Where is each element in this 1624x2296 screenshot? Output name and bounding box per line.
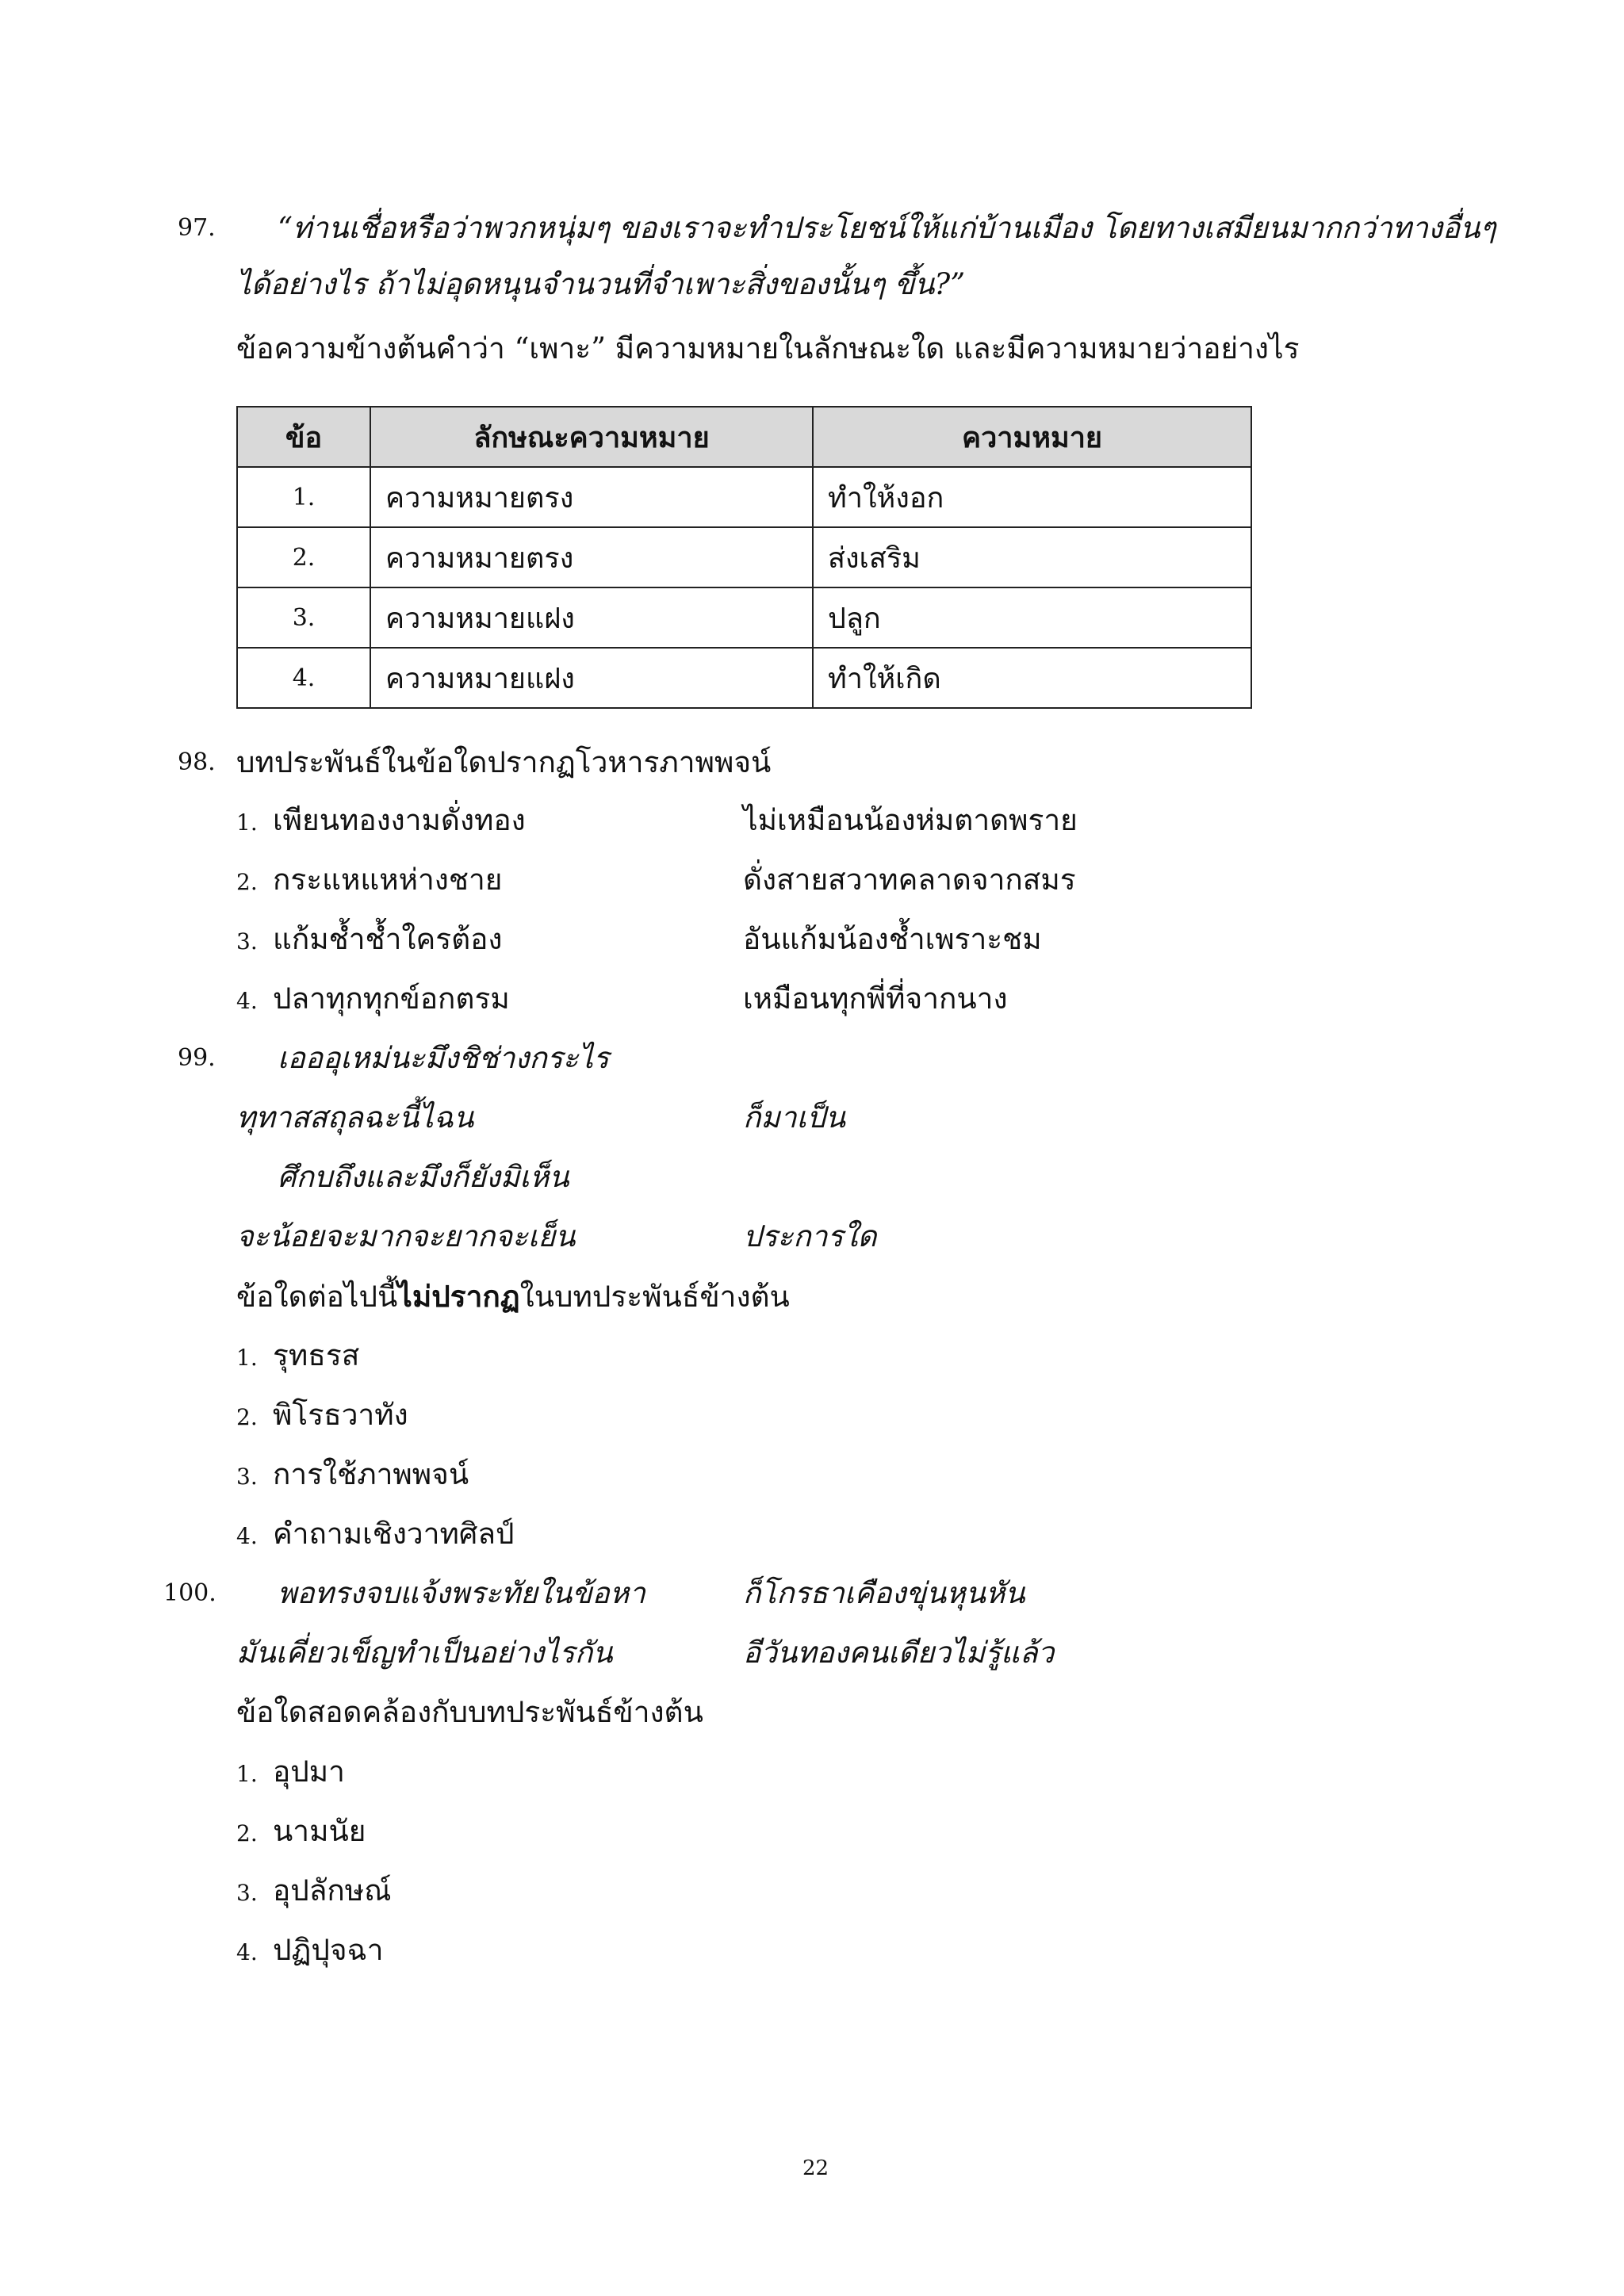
option-left-text: กระแหแหห่างชาย — [273, 863, 503, 897]
option-number: 4. — [236, 1523, 258, 1549]
option-left-text: เพียนทองงามดั่งทอง — [273, 803, 526, 837]
table-cell: ส่งเสริม — [813, 527, 1251, 587]
q99-number: 99. — [178, 1044, 216, 1072]
table-header-cell: ลักษณะความหมาย — [370, 407, 813, 467]
option-number: 2. — [236, 869, 258, 895]
q99-option-3 — [236, 1451, 469, 1501]
q99-verse-line3: ศึกบถึงและมึงก็ยังมิเห็น — [278, 1160, 569, 1194]
option-text: การใช้ภาพพจน์ — [273, 1457, 469, 1491]
q97-quote-line1: “ท่านเชื่อหรือว่าพวกหนุ่มๆ ของเราจะทำประโยชน์ให้แก่บ้านเมือง โดยทางเสมียนมากกว่าทางอื่นๆ — [278, 211, 1496, 245]
q100-verse-line2: มันเคี่ยวเข็ญทำเป็นอย่างไรกัน — [236, 1636, 613, 1670]
option-left-text: แก้มช้ำช้ำใครต้อง — [273, 922, 503, 956]
q100-option-4 — [236, 1927, 383, 1976]
q99-verse-line1: เอออุเหม่นะมึงชิช่างกระไร — [278, 1041, 610, 1075]
table-cell: ทำให้งอก — [813, 467, 1251, 527]
q98-option-3 — [236, 916, 502, 966]
table-row — [237, 587, 1251, 648]
q98-option-2-right: ดั่งสายสวาทคลาดจากสมร — [743, 863, 1076, 897]
q99-option-1 — [236, 1332, 359, 1382]
option-text: อุปลักษณ์ — [273, 1873, 392, 1908]
table-row — [237, 467, 1251, 527]
option-text: รุทธรส — [273, 1338, 360, 1372]
q99-question — [236, 1272, 790, 1321]
option-number: 1. — [236, 1761, 258, 1787]
option-number: 3. — [236, 1880, 258, 1906]
option-number: 4. — [236, 988, 258, 1014]
option-text: อุปมา — [273, 1755, 345, 1789]
option-number: 3. — [236, 928, 258, 955]
q98-question: บทประพันธ์ในข้อใดปรากฏโวหารภาพพจน์ — [236, 745, 772, 779]
q99-verse-line2-right: ก็มาเป็น — [743, 1100, 845, 1135]
q100-verse-line2-right: อีวันทองคนเดียวไม่รู้แล้ว — [743, 1636, 1055, 1670]
table-cell: ความหมายแฝง — [370, 587, 813, 648]
q100-option-3 — [236, 1867, 392, 1917]
question-emphasis: ไม่ปรากฏ — [397, 1279, 520, 1314]
q99-option-2 — [236, 1391, 408, 1441]
question-text: ในบทประพันธ์ข้างต้น — [519, 1280, 790, 1314]
q98-option-1 — [236, 797, 526, 847]
table-header-cell: ความหมาย — [813, 407, 1251, 467]
q97-table — [236, 406, 1252, 709]
page-number: 22 — [802, 2156, 829, 2180]
q98-option-2 — [236, 856, 502, 906]
option-number: 1. — [236, 1345, 258, 1371]
q100-option-2 — [236, 1808, 366, 1858]
q100-verse-line1: พอทรงจบแจ้งพระทัยในข้อหา — [278, 1576, 645, 1610]
option-text: คำถามเชิงวาทศิลป์ — [273, 1517, 515, 1551]
table-cell: ปลูก — [813, 587, 1251, 648]
question-text: ข้อใดต่อไปนี้ — [236, 1280, 398, 1314]
q98-option-3-right: อันแก้มน้องช้ำเพราะชม — [743, 922, 1042, 956]
table-header-row — [237, 407, 1251, 467]
option-text: พิโรธวาทัง — [273, 1398, 408, 1432]
q100-verse-line1-right: ก็โกรธาเคืองขุ่นหุนหัน — [743, 1576, 1025, 1610]
table-cell: 2. — [237, 527, 370, 587]
q98-number: 98. — [178, 748, 216, 776]
table-cell: 1. — [237, 467, 370, 527]
q98-option-4 — [236, 975, 510, 1025]
table-cell: ความหมายตรง — [370, 527, 813, 587]
option-number: 4. — [236, 1939, 258, 1965]
q97-question: ข้อความข้างต้นคำว่า “เพาะ” มีความหมายในลักษณะใด และมีความหมายว่าอย่างไร — [236, 331, 1300, 365]
q100-option-1 — [236, 1748, 345, 1798]
table-header-cell: ข้อ — [237, 407, 370, 467]
q99-verse-line4-right: ประการใด — [743, 1219, 877, 1253]
q100-question: ข้อใดสอดคล้องกับบทประพันธ์ข้างต้น — [236, 1695, 703, 1729]
table-cell: ความหมายตรง — [370, 467, 813, 527]
q99-verse-line2: ทุทาสสถุลฉะนี้ไฉน — [236, 1100, 474, 1135]
option-number: 2. — [236, 1404, 258, 1430]
q99-verse-line4: จะน้อยจะมากจะยากจะเย็น — [236, 1219, 576, 1253]
option-text: ปฏิปุจฉา — [273, 1933, 384, 1967]
table-row — [237, 648, 1251, 708]
q98-option-1-right: ไม่เหมือนน้องห่มตาดพราย — [743, 803, 1078, 837]
q97-number: 97. — [178, 214, 216, 242]
option-number: 1. — [236, 809, 258, 836]
option-left-text: ปลาทุกทุกข์อกตรม — [273, 982, 510, 1016]
q97-quote-line2: ได้อย่างไร ถ้าไม่อุดหนุนจำนวนที่จำเพาะสิ่งของนั้นๆ ขึ้น?” — [236, 267, 966, 301]
q99-option-4 — [236, 1510, 515, 1560]
table-cell: 4. — [237, 648, 370, 708]
q98-option-4-right: เหมือนทุกพี่ที่จากนาง — [743, 982, 1008, 1016]
table-cell: ความหมายแฝง — [370, 648, 813, 708]
table-cell: ทำให้เกิด — [813, 648, 1251, 708]
table-row — [237, 527, 1251, 587]
table-cell: 3. — [237, 587, 370, 648]
q100-number: 100. — [163, 1579, 216, 1607]
option-number: 2. — [236, 1820, 258, 1846]
option-number: 3. — [236, 1464, 258, 1490]
option-text: นามนัย — [273, 1814, 366, 1848]
